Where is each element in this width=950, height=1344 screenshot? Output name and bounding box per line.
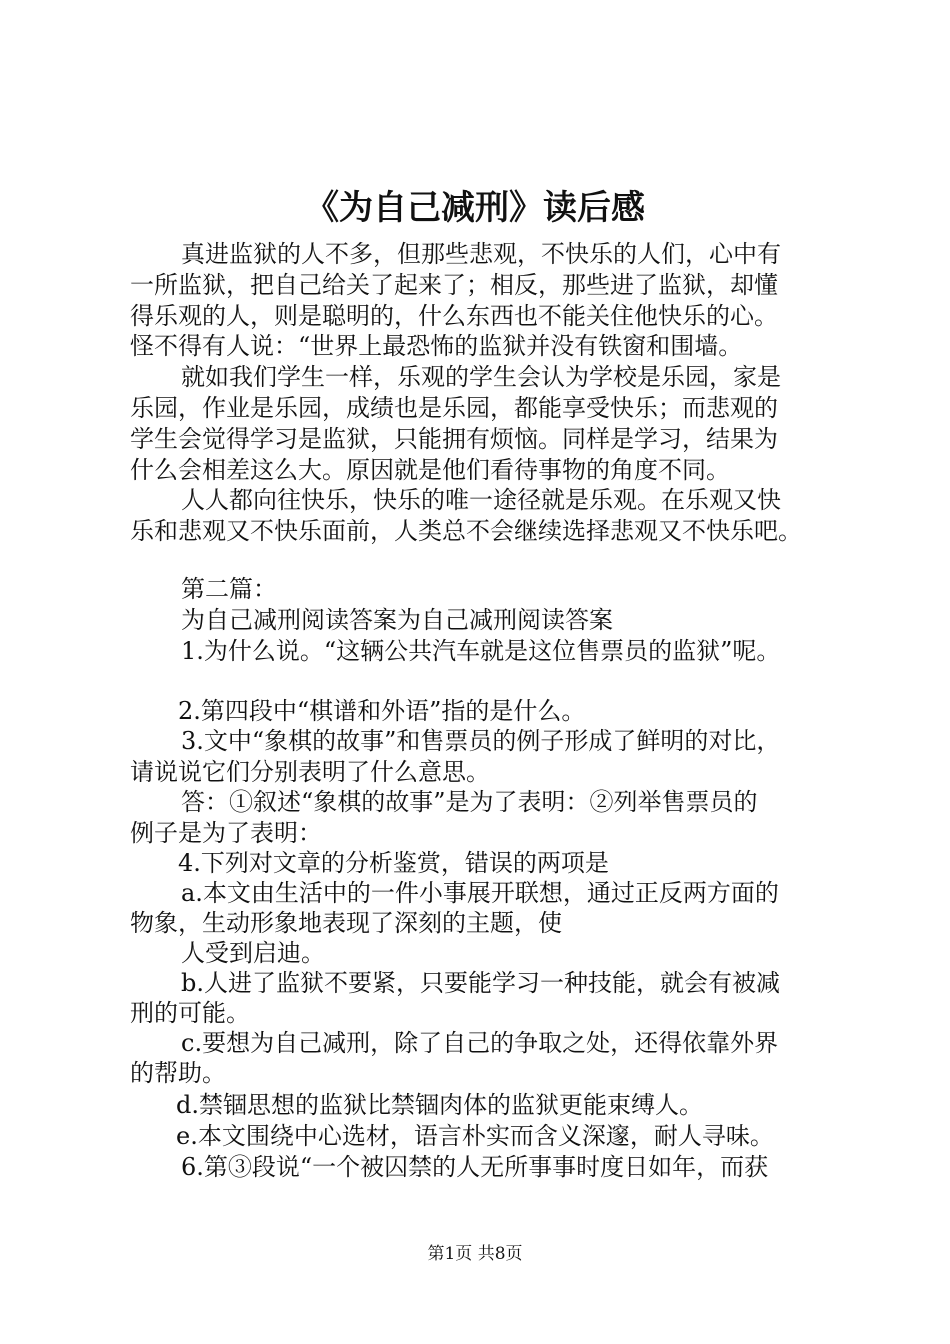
paragraph-line: 乐和悲观又不快乐面前，人类总不会继续选择悲观又不快乐吧。 [130,517,802,545]
paragraph-line: 学生会觉得学习是监狱，只能拥有烦恼。同样是学习，结果为 [130,425,778,453]
option-line: 人受到启迪。 [181,939,325,967]
answer-line: 例子是为了表明： [130,819,322,847]
question-line: 4.下列对文章的分析鉴赏，错误的两项是 [178,849,609,877]
question-line: 3.文中“象棋的故事”和售票员的例子形成了鲜明的对比， [181,727,781,755]
paragraph-line: 就如我们学生一样，乐观的学生会认为学校是乐园，家是 [181,363,781,391]
paragraph-line: 一所监狱，把自己给关了起来了；相反，那些进了监狱，却懂 [130,271,778,299]
option-line: 物象，生动形象地表现了深刻的主题，使 [130,909,562,937]
option-line: a.本文由生活中的一件小事展开联想，通过正反两方面的 [181,879,779,907]
question-line: 2.第四段中“棋谱和外语”指的是什么。 [178,697,586,725]
option-line: e.本文围绕中心选材，语言朴实而含义深邃，耐人寻味。 [176,1122,774,1150]
paragraph-line: 为自己减刑阅读答案为自己减刑阅读答案 [181,606,613,634]
section-heading: 第二篇： [181,575,277,603]
option-line: 刑的可能。 [130,999,250,1027]
paragraph-line: 乐园，作业是乐园，成绩也是乐园，都能享受快乐；而悲观的 [130,394,778,422]
paragraph-line: 什么会相差这么大。原因就是他们看待事物的角度不同。 [130,456,730,484]
paragraph-line: 真进监狱的人不多，但那些悲观，不快乐的人们，心中有 [181,240,781,268]
question-line: 6.第③段说“一个被囚禁的人无所事事时度日如年，而获 [181,1153,769,1181]
answer-line: 答：①叙述“象棋的故事”是为了表明：②列举售票员的 [181,788,758,816]
option-line: d.禁锢思想的监狱比禁锢肉体的监狱更能束缚人。 [176,1091,703,1119]
paragraph-line: 人人都向往快乐，快乐的唯一途径就是乐观。在乐观又快 [181,486,781,514]
option-line: 的帮助。 [130,1059,226,1087]
document-title: 《为自己减刑》读后感 [305,188,645,228]
paragraph-line: 得乐观的人，则是聪明的，什么东西也不能关住他快乐的心。 [130,302,778,330]
paragraph-line: 怪不得有人说：“世界上最恐怖的监狱并没有铁窗和围墙。 [130,332,743,360]
question-line: 1.为什么说。“这辆公共汽车就是这位售票员的监狱”呢。 [181,637,781,665]
question-line: 请说说它们分别表明了什么意思。 [130,758,490,786]
option-line: b.人进了监狱不要紧，只要能学习一种技能，就会有被减 [181,969,780,997]
page-number-footer: 第1页 共8页 [427,1244,523,1264]
option-line: c.要想为自己减刑，除了自己的争取之处，还得依靠外界 [181,1029,779,1057]
